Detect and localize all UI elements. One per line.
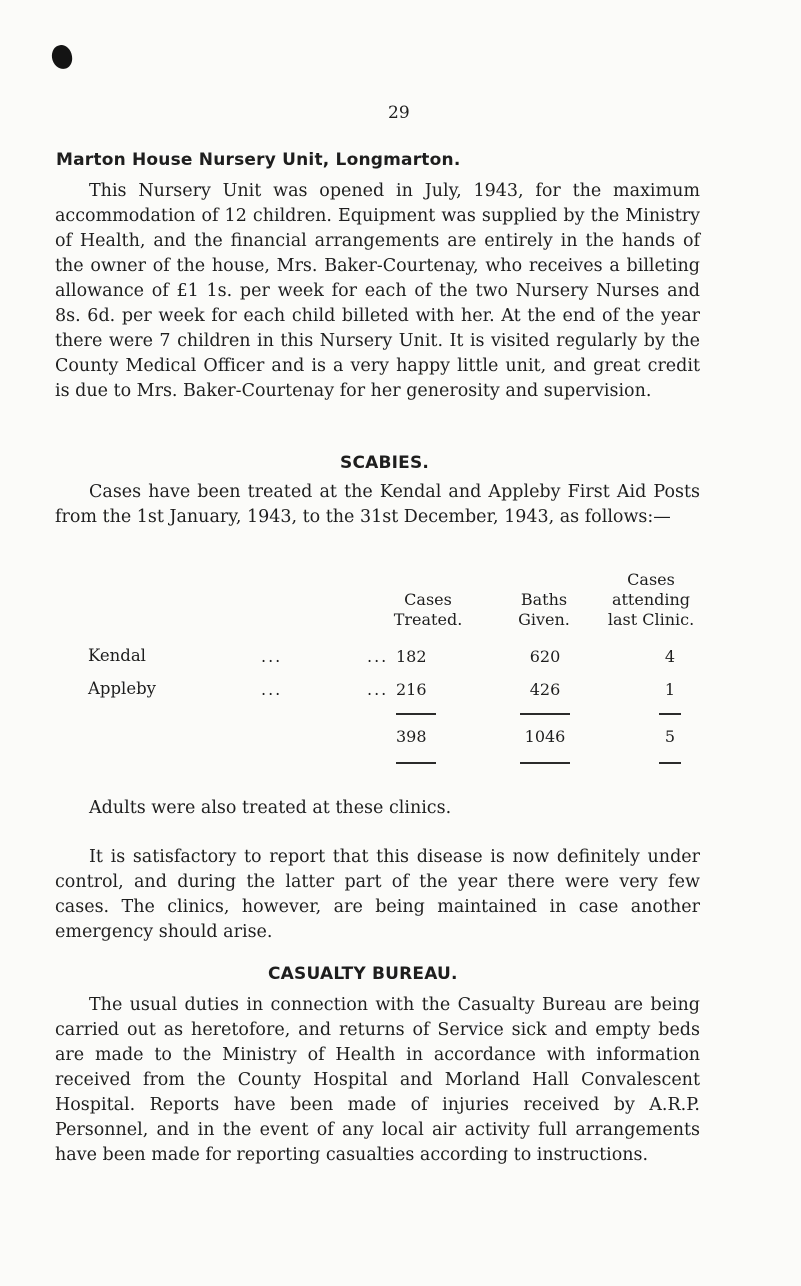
col-header-cases-attending-line3: last Clinic. <box>607 610 695 629</box>
casualty-heading: CASUALTY BUREAU. <box>268 964 458 984</box>
table-rule <box>396 762 436 764</box>
marton-paragraph: This Nursery Unit was opened in July, 1943, for the maximum accommodation of 12 children. Equipment was supplied by the Ministry of Health, and the financial arrangements are entirely in the hands of the owner of the house, Mrs. Baker-Courtenay, who receives a billeting allowance of £1 1s. per week for each of the two Nursery Nurses and 8s. 6d. per week for each child billeted with her. At the end of the year there were 7 children in this Nursery Unit. It is visited regularly by the County Medical Officer and is a very happy little unit, and great credit is due to Mrs. Baker-Courtenay for her generosity and supervision. <box>55 181 700 401</box>
table-rule <box>520 713 570 715</box>
casualty-paragraph: The usual duties in connection with the Casualty Bureau are being carried out as heretofore, and returns of Service sick and empty beds are made to the Ministry of Health in accordance with information received from the County Hospital and Morland Hall Convalescent Hospital. Reports have been made of injuries received by A.R.P. Personnel, and in the event of any local air activity full arrangements have been made for reporting casualties according to instructions. <box>55 995 700 1165</box>
kendal-cases-attending: 4 <box>664 647 676 666</box>
row-leader-dots: ... <box>367 680 389 699</box>
row-label-appleby: Appleby <box>88 679 156 698</box>
col-header-baths-given-line1: Baths <box>520 590 568 609</box>
row-leader-dots: ... <box>367 647 389 666</box>
appleby-cases-attending: 1 <box>664 680 676 699</box>
table-rule <box>520 762 570 764</box>
row-leader-dots: ... <box>261 680 283 699</box>
total-cases-attending: 5 <box>664 727 676 746</box>
scabies-intro: Cases have been treated at the Kendal and Appleby First Aid Posts from the 1st January, 1943, to the 31st December, 1943, as follows:— <box>55 482 700 527</box>
row-leader-dots: ... <box>261 647 283 666</box>
total-baths-given: 1046 <box>524 727 566 746</box>
table-rule <box>659 762 681 764</box>
col-header-baths-given-line2: Given. <box>518 610 570 629</box>
col-header-cases-attending-line1: Cases <box>627 570 675 589</box>
ink-blot <box>50 44 73 71</box>
scabies-conclusion: It is satisfactory to report that this disease is now definitely under control, and during the latter part of the year there were very few cases. The clinics, however, are being maintained in case another emergency should arise. <box>55 847 700 942</box>
total-cases-treated: 398 <box>396 727 427 746</box>
col-header-cases-attending <box>588 570 714 630</box>
col-header-cases-treated-line2: Treated. <box>393 610 463 629</box>
col-header-baths-given <box>500 590 588 630</box>
row-label-kendal: Kendal <box>88 646 146 665</box>
col-header-cases-treated-line1: Cases <box>404 590 452 609</box>
col-header-cases-attending-line2: attending <box>611 590 691 609</box>
kendal-cases-treated: 182 <box>396 647 427 666</box>
scabies-heading: SCABIES. <box>340 453 430 473</box>
page-number: 29 <box>388 103 410 123</box>
appleby-baths-given: 426 <box>529 680 561 699</box>
marton-heading: Marton House Nursery Unit, Longmarton. <box>56 150 461 170</box>
kendal-baths-given: 620 <box>529 647 561 666</box>
table-rule <box>396 713 436 715</box>
scabies-adults-note: Adults were also treated at these clinics. <box>89 798 452 818</box>
appleby-cases-treated: 216 <box>396 680 427 699</box>
col-header-cases-treated <box>378 590 478 630</box>
table-rule <box>659 713 681 715</box>
